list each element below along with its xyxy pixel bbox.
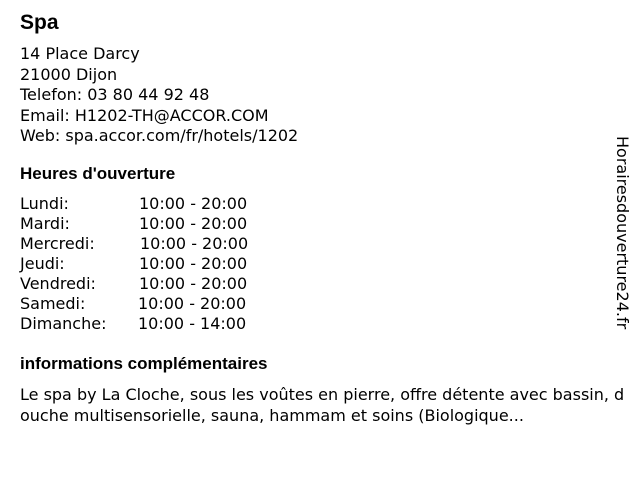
hours-day: Dimanche: xyxy=(20,314,107,333)
info-heading: informations complémentaires xyxy=(20,354,268,373)
hours-heading: Heures d'ouverture xyxy=(20,164,176,183)
address-street: 14 Place Darcy xyxy=(20,44,140,63)
address-phone: Telefon: 03 80 44 92 48 xyxy=(20,85,210,104)
hours-day: Vendredi: xyxy=(20,274,96,293)
hours-day: Mercredi: xyxy=(20,234,95,253)
address-block xyxy=(20,44,298,147)
site-watermark: Horairesdouverture24.fr xyxy=(613,136,632,330)
info-description: Le spa by La Cloche, sous les voûtes en pierre, offre détente avec bassin, douche multisensorielle, sauna, hammam et soins (Biologique... xyxy=(20,385,625,425)
hours-time: 10:00 - 20:00 xyxy=(139,254,248,273)
hours-time: 10:00 - 20:00 xyxy=(139,194,248,213)
hours-day: Lundi: xyxy=(20,194,69,213)
hours-time: 10:00 - 14:00 xyxy=(138,314,247,333)
hours-day: Mardi: xyxy=(20,214,70,233)
hours-time: 10:00 - 20:00 xyxy=(139,274,248,293)
address-city: 21000 Dijon xyxy=(20,64,118,84)
address-web: Web: spa.accor.com/fr/hotels/1202 xyxy=(20,126,299,145)
address-email: Email: H1202-TH@ACCOR.COM xyxy=(20,105,269,125)
hours-time: 10:00 - 20:00 xyxy=(139,214,248,233)
hours-day: Jeudi: xyxy=(20,254,65,273)
page-title: Spa xyxy=(20,11,59,34)
hours-day: Samedi: xyxy=(20,294,86,313)
hours-time: 10:00 - 20:00 xyxy=(140,234,249,253)
hours-time: 10:00 - 20:00 xyxy=(138,294,247,313)
